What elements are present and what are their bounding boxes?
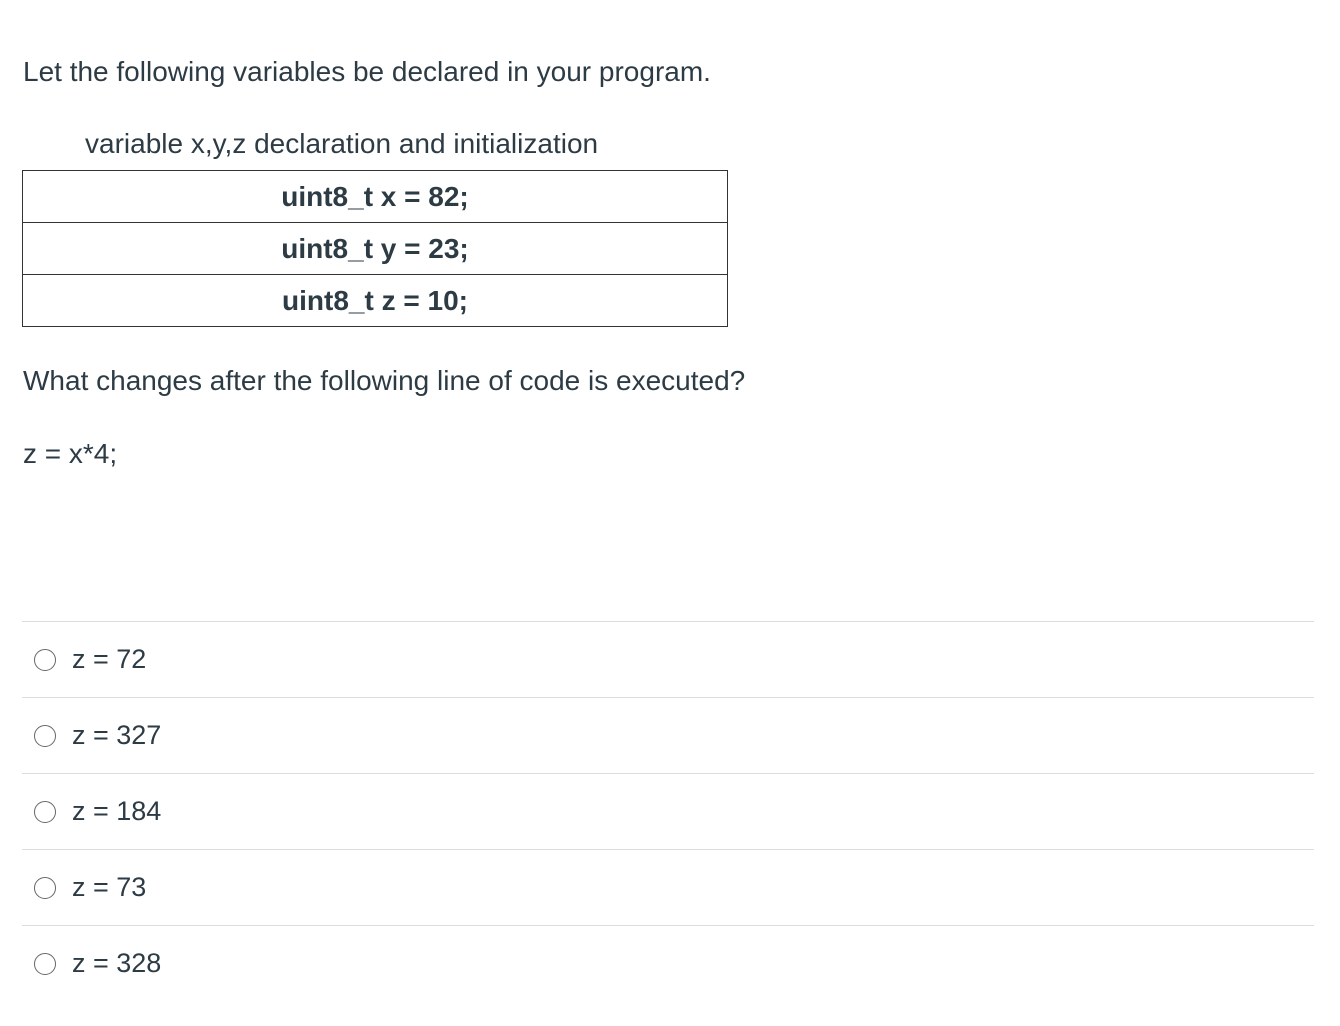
radio-button[interactable] bbox=[34, 953, 56, 975]
table-cell: uint8_t y = 23; bbox=[23, 223, 728, 275]
answer-option[interactable] bbox=[22, 697, 1314, 773]
answer-label: z = 327 bbox=[72, 720, 162, 750]
code-line: z = x*4; bbox=[23, 438, 118, 469]
answer-option[interactable] bbox=[22, 621, 1314, 697]
radio-button[interactable] bbox=[34, 725, 56, 747]
answer-option[interactable] bbox=[22, 925, 1314, 1001]
intro-text: Let the following variables be declared in your program. bbox=[23, 56, 711, 87]
table-row bbox=[23, 275, 728, 327]
radio-button[interactable] bbox=[34, 801, 56, 823]
answer-list bbox=[22, 621, 1314, 1001]
answer-label: z = 328 bbox=[72, 948, 162, 978]
table-caption: variable x,y,z declaration and initialization bbox=[85, 128, 599, 159]
radio-button[interactable] bbox=[34, 649, 56, 671]
answer-label: z = 184 bbox=[72, 796, 162, 826]
table-row bbox=[23, 171, 728, 223]
declaration-table bbox=[22, 170, 728, 327]
answer-label: z = 73 bbox=[72, 872, 147, 902]
answer-label: z = 72 bbox=[72, 644, 147, 674]
radio-button[interactable] bbox=[34, 877, 56, 899]
answer-option[interactable] bbox=[22, 849, 1314, 925]
question-text: What changes after the following line of code is executed? bbox=[23, 365, 746, 396]
table-cell: uint8_t x = 82; bbox=[23, 171, 728, 223]
table-cell: uint8_t z = 10; bbox=[23, 275, 728, 327]
table-row bbox=[23, 223, 728, 275]
answer-option[interactable] bbox=[22, 773, 1314, 849]
